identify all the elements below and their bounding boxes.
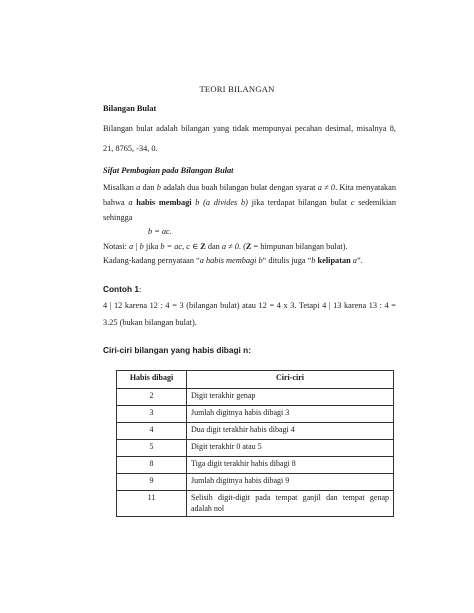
var-c: c bbox=[350, 198, 355, 207]
notation-expr: b = ac, c ∈ bbox=[160, 242, 201, 251]
text-run: “ ditulis juga “ bbox=[262, 256, 312, 265]
table-cell: 9 bbox=[117, 474, 187, 491]
text-run: Notasi: bbox=[103, 242, 130, 251]
table-cell: 11 bbox=[117, 491, 187, 517]
integers-symbol: Z bbox=[245, 242, 252, 251]
text-run: Misalkan bbox=[103, 183, 137, 192]
condition: a ≠ 0 bbox=[221, 242, 239, 251]
divisibility-table bbox=[116, 370, 394, 517]
text-run: Kadang-kadang pernyataan “ bbox=[103, 256, 200, 265]
table-cell: Tiga digit terakhir habis dibagi 8 bbox=[187, 457, 394, 474]
table-cell: 4 bbox=[117, 423, 187, 440]
bold-term: habis membagi bbox=[136, 198, 192, 207]
quote-text: a habis membagi b bbox=[199, 256, 263, 265]
var-a: a bbox=[128, 198, 133, 207]
equation bbox=[103, 226, 441, 238]
condition: a ≠ 0 bbox=[317, 183, 336, 192]
page-title: TEORI BILANGAN bbox=[199, 84, 275, 94]
definition-paragraph bbox=[103, 180, 396, 225]
text-run: . ( bbox=[238, 242, 246, 251]
text-run: sedemikian sehingga bbox=[103, 198, 396, 222]
text-run: dan bbox=[140, 183, 157, 192]
table-row bbox=[117, 440, 394, 457]
text-run: jika terdapat bilangan bulat bbox=[247, 198, 351, 207]
notation-line bbox=[103, 241, 396, 253]
text-run: ”. bbox=[356, 256, 363, 265]
quote-text: b bbox=[311, 256, 318, 265]
bilangan-bulat-paragraph: Bilangan bulat adalah bilangan yang tidak mempunyai pecahan desimal, misalnya 8, 21, 8765, -34, 0. bbox=[103, 124, 396, 153]
var-a: a bbox=[136, 183, 141, 192]
table-cell: Jumlah digitnya habis dibagi 9 bbox=[187, 474, 394, 491]
table-cell: 8 bbox=[117, 457, 187, 474]
section-heading-bilangan-bulat: Bilangan Bulat bbox=[103, 104, 157, 113]
table-row bbox=[117, 389, 394, 406]
var-b: b bbox=[156, 183, 161, 192]
text-run: dan bbox=[205, 242, 222, 251]
var-b: b bbox=[191, 198, 200, 207]
table-cell: Digit terakhir 0 atau 5 bbox=[187, 440, 394, 457]
integers-symbol: Z bbox=[200, 242, 206, 251]
text-run: = himpunan bilangan bulat). bbox=[251, 242, 348, 251]
bold-term: kelipatan bbox=[317, 256, 351, 265]
traits-heading: Ciri-ciri bilangan yang habis dibagi n: bbox=[103, 345, 251, 355]
table-cell: 5 bbox=[117, 440, 187, 457]
table-cell: 2 bbox=[117, 389, 187, 406]
table-row bbox=[117, 474, 394, 491]
table-row bbox=[117, 491, 394, 517]
text-run: jika bbox=[143, 242, 161, 251]
example-heading bbox=[103, 283, 396, 296]
table-cell: Digit terakhir genap bbox=[187, 389, 394, 406]
example-label: Contoh 1 bbox=[103, 284, 139, 294]
table-cell: Selisih digit-digit pada tempat ganjil dan tempat genap adalah nol bbox=[187, 491, 394, 517]
section-heading-sifat-pembagian: Sifat Pembagian pada Bilangan Bulat bbox=[103, 166, 234, 175]
table-row bbox=[117, 406, 394, 423]
header-cell: Habis dibagi bbox=[117, 371, 187, 389]
table-header-row bbox=[117, 371, 394, 389]
table-row bbox=[117, 423, 394, 440]
example-paragraph: 4 | 12 karena 12 : 4 = 3 (bilangan bulat) atau 12 = 4 x 3. Tetapi 4 | 13 karena 13 : 4 = 3.25 (bukan bilangan bulat). bbox=[103, 301, 396, 327]
table-cell: Dua digit terakhir habis dibagi 4 bbox=[187, 423, 394, 440]
header-cell: Ciri-ciri bbox=[187, 371, 394, 389]
text-run: . Kita menyatakan bahwa bbox=[103, 183, 397, 207]
table-cell: 3 bbox=[117, 406, 187, 423]
text-run: adalah dua buah bilangan bulat dengan syarat bbox=[160, 183, 318, 192]
quote-text: a bbox=[350, 256, 357, 265]
table-row bbox=[117, 457, 394, 474]
divides-note: (a divides b) bbox=[199, 198, 248, 207]
notation-expr: a | b bbox=[129, 242, 144, 251]
equation-text: b = ac. bbox=[148, 227, 172, 236]
table-cell: Jumlah digitnya habis dibagi 3 bbox=[187, 406, 394, 423]
kadang-line bbox=[103, 255, 396, 267]
text-run: : bbox=[138, 285, 142, 294]
